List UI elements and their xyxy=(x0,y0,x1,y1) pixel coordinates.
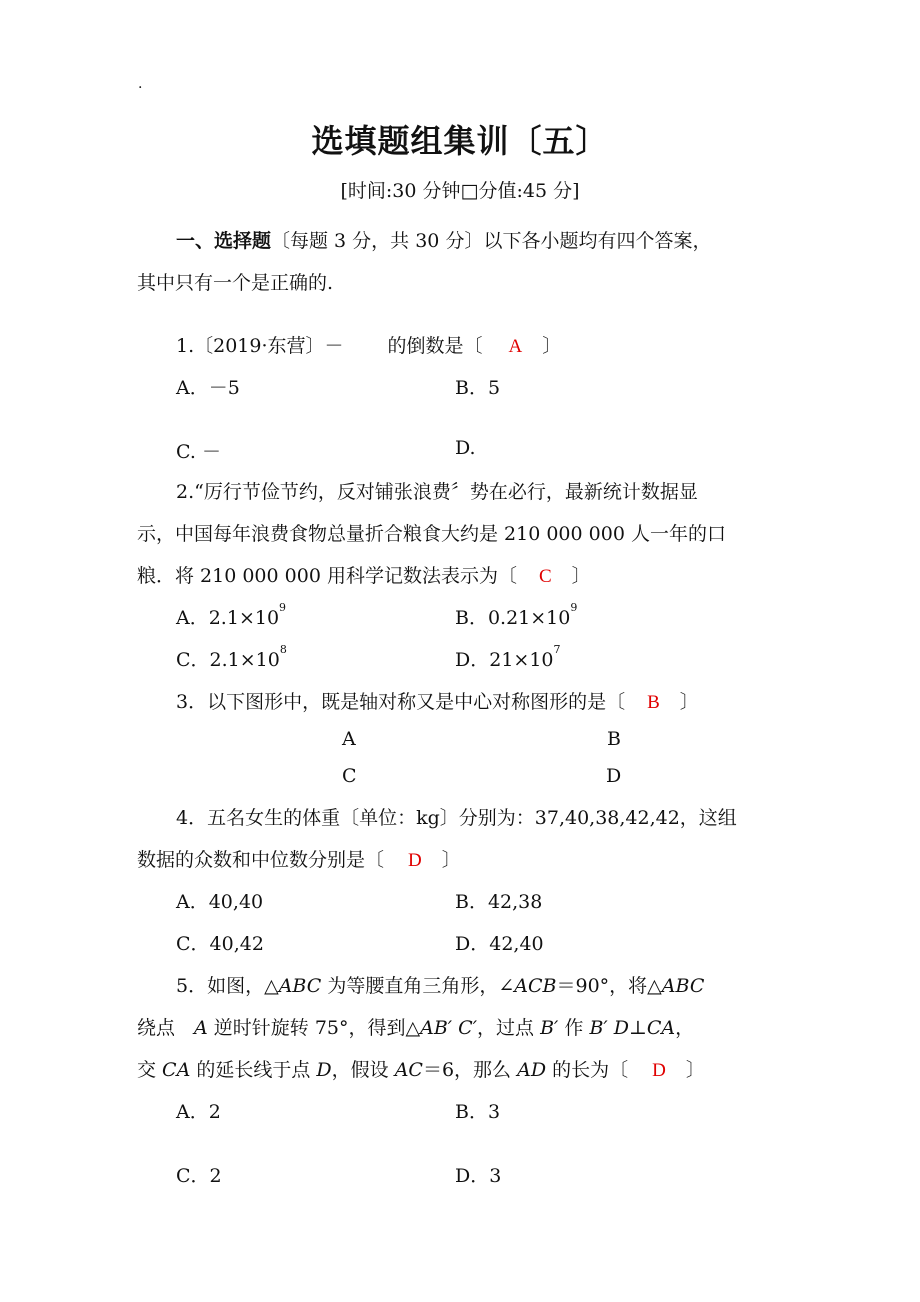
q2-close: 〕 xyxy=(571,565,591,587)
q1-option-c: C. － xyxy=(176,441,221,463)
q5-line3: 交 CA 的延长线于点 D，假设 AC＝6，那么 AD 的长为〔 D 〕 xyxy=(137,1059,705,1081)
page-title: 选填题组集训〔五〕 xyxy=(311,122,609,160)
q2-line3-text: 粮．将 210 000 000 用科学记数法表示为〔 xyxy=(137,565,517,587)
q5-answer: D xyxy=(652,1060,666,1081)
q3-stem-text: 3．以下图形中，既是轴对称又是中心对称图形的是〔 xyxy=(176,691,626,713)
q5-line1: 5．如图，△ABC 为等腰直角三角形，∠ACB＝90°，将△ABC xyxy=(176,975,705,997)
q4-option-b: B．42,38 xyxy=(455,891,543,913)
q3-close: 〕 xyxy=(679,691,699,713)
section-intro-line2: 其中只有一个是正确的. xyxy=(137,272,334,294)
q2-line2: 示，中国每年浪费食物总量折合粮食大约是 210 000 000 人一年的口 xyxy=(137,523,726,545)
q5-option-b: B．3 xyxy=(455,1101,501,1123)
q3-figure-label-c: C xyxy=(342,765,357,787)
q2-line3 xyxy=(137,561,591,588)
q2-option-a: A．$2.1\times 10^9$ xyxy=(176,601,287,629)
q4-line1: 4．五名女生的体重〔单位：kg〕分别为：37,40,38,42,42，这组 xyxy=(176,807,737,829)
q2-answer: C xyxy=(538,566,552,587)
q1-option-d: D. xyxy=(455,437,476,459)
q4-line2-text: 数据的众数和中位数分别是〔 xyxy=(137,849,385,871)
q5-line2: 绕点 A 逆时针旋转 75°，得到△AB′ C′，过点 B′ 作 B′ D⊥CA， xyxy=(137,1017,695,1039)
q2-option-d: D．$21\times 10^7$ xyxy=(455,643,561,671)
section-intro-text: 〔每题 3 分，共 30 分〕以下各小题均有四个答案， xyxy=(271,230,712,252)
q1-option-a: A．－5 xyxy=(176,377,240,399)
q5-option-d: D．3 xyxy=(455,1165,502,1187)
q2-option-b: B．$0.21\times 10^9$ xyxy=(455,601,578,629)
q5-option-c: C．2 xyxy=(176,1165,222,1187)
question-1-stem xyxy=(176,331,561,358)
page-dot: . xyxy=(138,76,143,92)
q1-option-b: B．5 xyxy=(455,377,501,399)
q5-close: 〕 xyxy=(685,1059,705,1081)
q3-figure-label-d: D xyxy=(606,765,622,787)
q3-stem xyxy=(176,687,699,714)
q4-close: 〕 xyxy=(441,849,461,871)
q2-option-c: C．$2.1\times 10^8$ xyxy=(176,643,287,671)
q3-figure-label-b: B xyxy=(607,728,621,750)
q3-answer: B xyxy=(647,692,660,713)
time-score-info: [时间:30 分钟□分值:45 分] xyxy=(340,180,580,202)
q4-option-c: C．40,42 xyxy=(176,933,264,955)
q4-option-d: D．42,40 xyxy=(455,933,544,955)
q1-answer: A xyxy=(508,336,523,357)
section-intro xyxy=(176,226,711,253)
q3-figure-label-a: A xyxy=(342,728,356,750)
q1-stem-part1: 1.〔2019·东营〕－ xyxy=(176,335,344,357)
q1-close: 〕 xyxy=(542,335,562,357)
q1-stem-part2: 的倒数是〔 xyxy=(387,335,483,357)
section-heading: 一、选择题 xyxy=(176,230,272,252)
q4-line2 xyxy=(137,845,461,872)
q5-option-a: A．2 xyxy=(176,1101,221,1123)
q4-option-a: A．40,40 xyxy=(176,891,264,913)
q2-line1: 2.“厉行节俭节约，反对铺张浪费〞势在必行，最新统计数据显 xyxy=(176,481,698,503)
q4-answer: D xyxy=(408,850,422,871)
